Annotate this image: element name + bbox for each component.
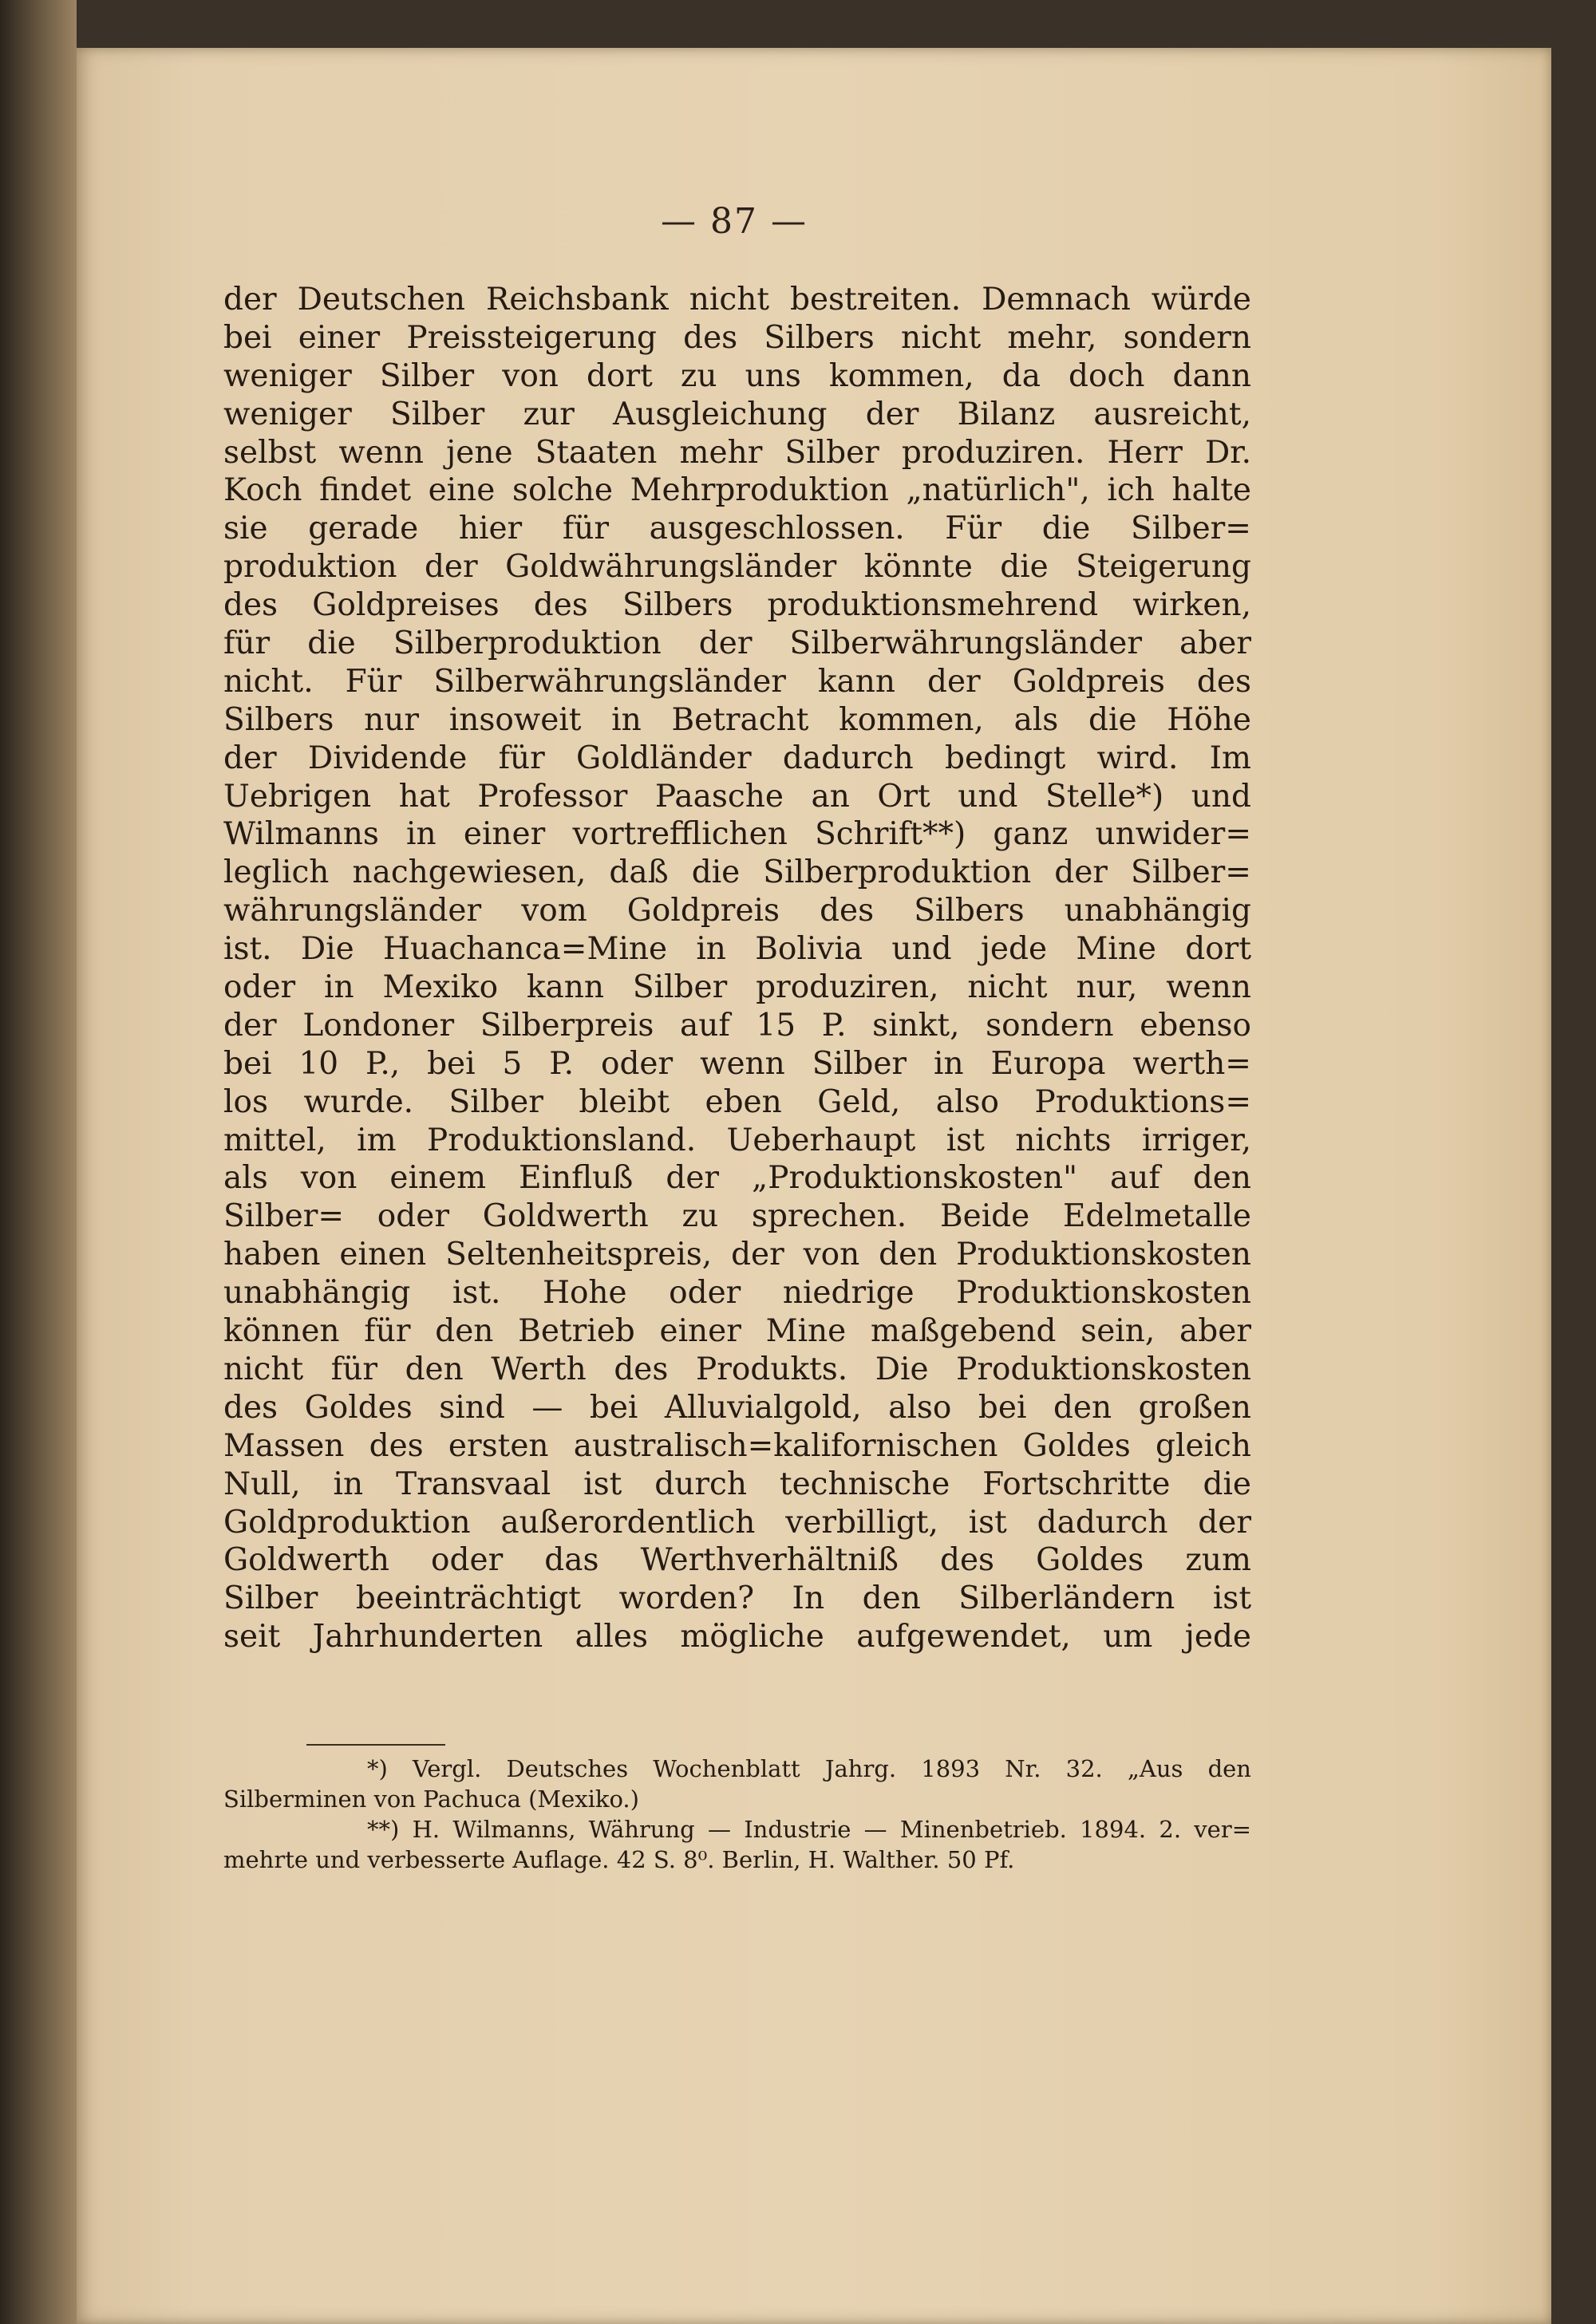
text-line: als von einem Einfluß der „Produktionskosten" auf den <box>223 1160 1251 1197</box>
text-line: Uebrigen hat Professor Paasche an Ort und Stelle*) und <box>223 778 1251 815</box>
text-line: mittel, im Produktionsland. Ueberhaupt ist nichts irriger, <box>223 1122 1251 1158</box>
text-line: währungsländer vom Goldpreis des Silbers unabhängig <box>223 893 1251 929</box>
text-line: Silber= oder Goldwerth zu sprechen. Beide Edelmetalle <box>223 1198 1251 1235</box>
footnote-line: *) Vergl. Deutsches Wochenblatt Jahrg. 1893 Nr. 32. „Aus den <box>367 1755 1251 1782</box>
text-line: sie gerade hier für ausgeschlossen. Für die Silber= <box>223 511 1251 547</box>
text-line: der Dividende für Goldländer dadurch bedingt wird. Im <box>223 740 1251 776</box>
text-line: oder in Mexiko kann Silber produziren, nicht nur, wenn <box>223 969 1251 1006</box>
footnote-line: Silberminen von Pachuca (Mexiko.) <box>223 1785 639 1813</box>
text-line: selbst wenn jene Staaten mehr Silber produziren. Herr Dr. <box>223 434 1251 471</box>
text-line: des Goldpreises des Silbers produktionsmehrend wirken, <box>223 587 1251 624</box>
text-line: unabhängig ist. Hohe oder niedrige Produktionskosten <box>223 1275 1251 1312</box>
text-line: können für den Betrieb einer Mine maßgebend sein, aber <box>223 1313 1251 1350</box>
text-line: leglich nachgewiesen, daß die Silberproduktion der Silber= <box>223 854 1251 891</box>
text-line: Silbers nur insoweit in Betracht kommen, als die Höhe <box>223 701 1251 738</box>
text-line: für die Silberproduktion der Silberwährungsländer aber <box>223 625 1251 662</box>
text-line: los wurde. Silber bleibt eben Geld, also Produktions= <box>223 1083 1251 1120</box>
text-line: Null, in Transvaal ist durch technische Fortschritte die <box>223 1466 1251 1502</box>
text-line: der Deutschen Reichsbank nicht bestreiten. Demnach würde <box>223 282 1251 318</box>
text-line: Massen des ersten australisch=kalifornischen Goldes gleich <box>223 1427 1251 1464</box>
text-line: der Londoner Silberpreis auf 15 P. sinkt, sondern ebenso <box>223 1007 1251 1044</box>
text-line: weniger Silber von dort zu uns kommen, da doch dann <box>223 357 1251 394</box>
text-line: weniger Silber zur Ausgleichung der Bilanz ausreicht, <box>223 396 1251 432</box>
text-line: nicht. Für Silberwährungsländer kann der Goldpreis des <box>223 663 1251 700</box>
body-text <box>223 281 1251 1656</box>
footnote-line: mehrte und verbesserte Auflage. 42 S. 8⁰. Berlin, H. Walther. 50 Pf. <box>223 1846 1015 1873</box>
text-line: bei 10 P., bei 5 P. oder wenn Silber in Europa werth= <box>223 1045 1251 1082</box>
text-line: haben einen Seltenheitspreis, der von den Produktionskosten <box>223 1237 1251 1273</box>
book-gutter <box>0 0 77 2324</box>
text-line: ist. Die Huachanca=Mine in Bolivia und jede Mine dort <box>223 931 1251 968</box>
text-line: Goldwerth oder das Werthverhältniß des Goldes zum <box>223 1542 1251 1579</box>
text-line: des Goldes sind — bei Alluvialgold, also bei den großen <box>223 1389 1251 1426</box>
text-line: nicht für den Werth des Produkts. Die Produktionskosten <box>223 1351 1251 1387</box>
footnotes <box>223 1754 1251 1875</box>
footnote-line: **) H. Wilmanns, Währung — Industrie — Minenbetrieb. 1894. 2. ver= <box>367 1816 1251 1843</box>
text-line: seit Jahrhunderten alles mögliche aufgewendet, um jede <box>223 1619 1251 1655</box>
text-line: Goldproduktion außerordentlich verbilligt, ist dadurch der <box>223 1504 1251 1541</box>
text-line: bei einer Preissteigerung des Silbers nicht mehr, sondern <box>223 319 1251 356</box>
text-line: Wilmanns in einer vortrefflichen Schrift**) ganz unwider= <box>223 816 1251 853</box>
text-line: produktion der Goldwährungsländer könnte die Steigerung <box>223 549 1251 586</box>
text-line: Silber beeinträchtigt worden? In den Silberländern ist <box>223 1580 1251 1617</box>
page-number: — 87 — <box>661 201 808 242</box>
text-line: Koch findet eine solche Mehrproduktion „natürlich", ich halte <box>223 472 1251 509</box>
footnote-divider <box>306 1744 445 1746</box>
